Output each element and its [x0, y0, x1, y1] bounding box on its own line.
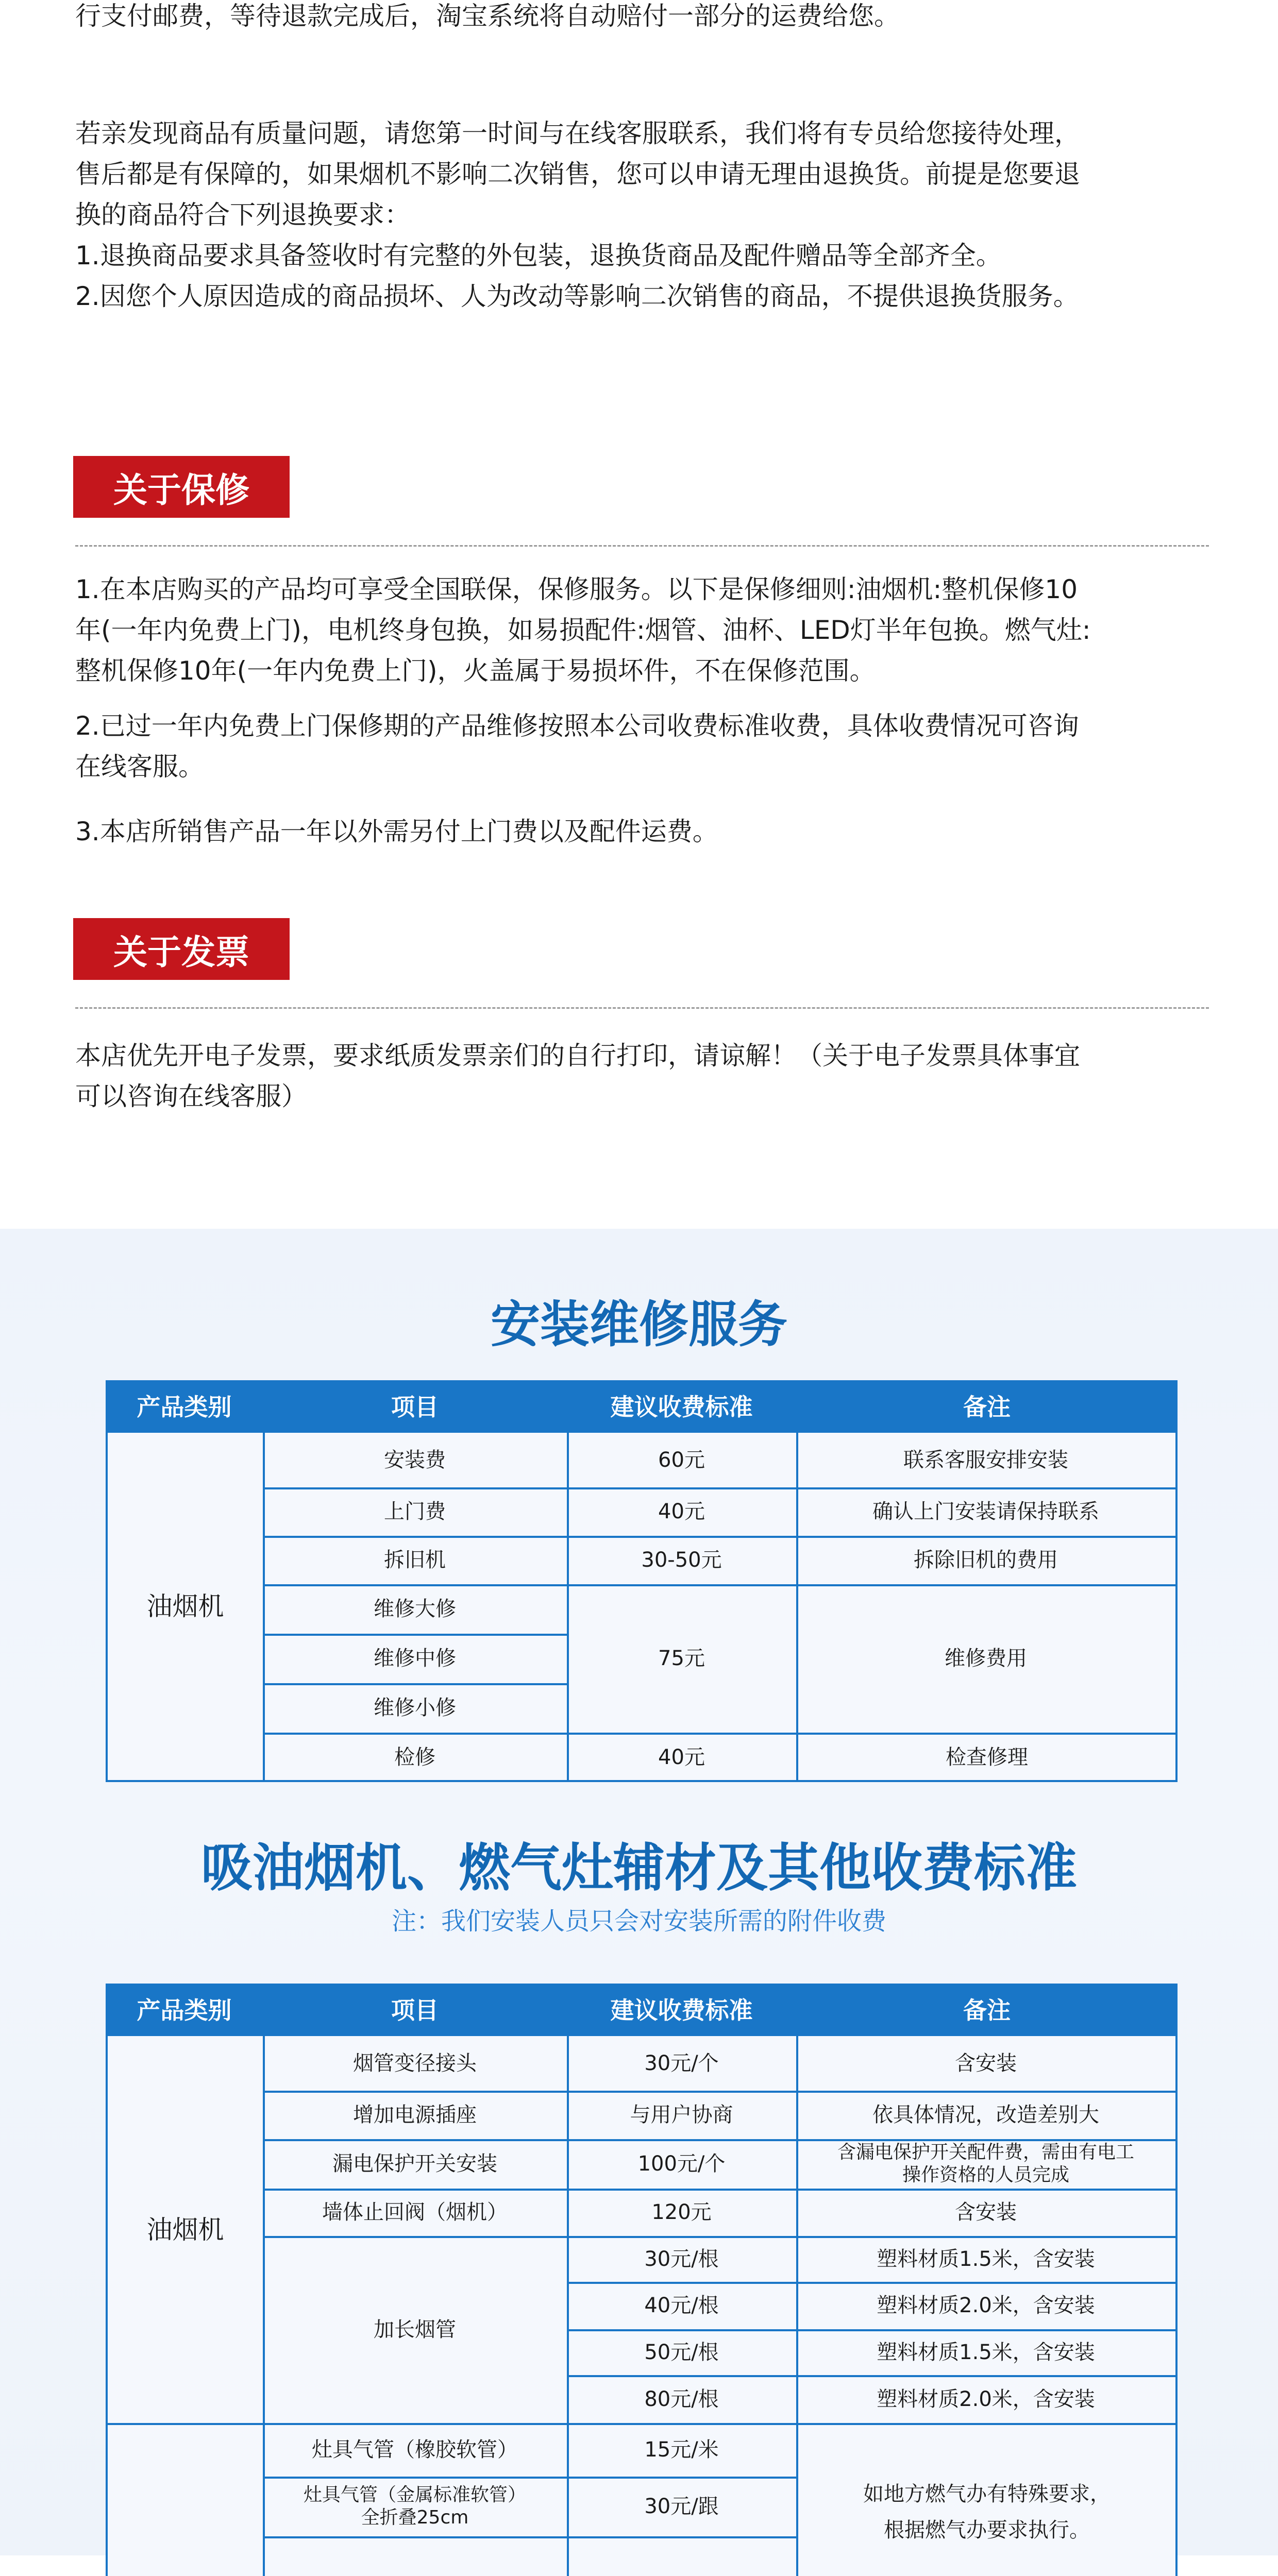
item-cell: 加长烟管: [263, 2236, 569, 2425]
accessories-note: 注：我们安装人员只会对安装所需的附件收费: [391, 1907, 886, 1936]
install-service-table: [106, 1380, 1178, 1782]
note-line: 含漏电保护开关配件费，需由有电工: [837, 2142, 1134, 2163]
warranty-line: 1.在本店购买的产品均可享受全国联保，保修服务。以下是保修细则:油烟机:整机保修10: [75, 574, 1078, 604]
note-cell: [796, 2423, 1178, 2576]
price-cell: 与用户协商: [567, 2091, 798, 2141]
header-price: 建议收费标准: [610, 1996, 753, 2024]
category-cell-stove: [108, 2423, 265, 2576]
intro-line: 换的商品符合下列退换要求：: [75, 200, 410, 230]
price-cell: 50元/根: [567, 2329, 798, 2377]
invoice-title: 关于发票: [73, 918, 290, 980]
return-rule: 1.退换商品要求具备签收时有完整的外包装，退换货商品及配件赠品等全部齐全。: [75, 241, 1002, 270]
price-cell: 40元/根: [567, 2282, 798, 2331]
price-cell: 120元: [567, 2189, 798, 2238]
item-cell: [263, 2536, 569, 2576]
intro-line: 若亲发现商品有质量问题，请您第一时间与在线客服联系，我们将有专员给您接待处理，: [75, 118, 1080, 148]
note-cell: 塑料材质1.5米，含安装: [796, 2236, 1178, 2284]
item-cell: 维修中修: [263, 1634, 569, 1685]
item-cell: 烟管变径接头: [263, 2036, 569, 2093]
note-cell: 塑料材质1.5米，含安装: [796, 2329, 1178, 2377]
accessories-table: [106, 1984, 1178, 2561]
item-cell: 增加电源插座: [263, 2091, 569, 2141]
warranty-line: 2.已过一年内免费上门保修期的产品维修按照本公司收费标准收费，具体收费情况可咨询: [75, 711, 1079, 741]
note-cell: 拆除旧机的费用: [796, 1536, 1178, 1586]
divider: [75, 545, 1209, 547]
invoice-line: 本店优先开电子发票，要求纸质发票亲们的自行打印，请谅解！（关于电子发票具体事宜: [75, 1041, 1080, 1071]
price-cell: 30元/跟: [567, 2477, 798, 2538]
price-cell: 80元/根: [567, 2375, 798, 2425]
header-category: 产品类别: [137, 1393, 232, 1421]
note-cell: 塑料材质2.0米，含安装: [796, 2375, 1178, 2425]
price-cell: 30-50元: [567, 1536, 798, 1586]
note-cell: 维修费用: [796, 1584, 1178, 1735]
warranty-line: 整机保修10年(一年内免费上门)，火盖属于易损坏件，不在保修范围。: [75, 656, 876, 686]
item-cell: 检修: [263, 1733, 569, 1782]
note-line: 操作资格的人员完成: [902, 2164, 1069, 2185]
price-cell: 75元: [567, 1584, 798, 1735]
note-line: 根据燃气办要求执行。: [884, 2518, 1090, 2542]
install-service-title: 安装维修服务: [491, 1296, 787, 1353]
table-body: [106, 1431, 1178, 1782]
table-header: [106, 1984, 1178, 2034]
header-note: 备注: [963, 1393, 1011, 1421]
item-cell: 维修大修: [263, 1584, 569, 1636]
price-cell: 15元/米: [567, 2423, 798, 2479]
table-header: [106, 1380, 1178, 1431]
header-item: 项目: [391, 1393, 439, 1421]
note-cell: 检查修理: [946, 1745, 1028, 1769]
header-item: 项目: [391, 1996, 439, 2024]
item-line: 全折叠25cm: [361, 2507, 469, 2528]
category-cell: 油烟机: [108, 1433, 265, 1782]
price-cell: 40元: [567, 1487, 798, 1538]
note-cell: 联系客服安排安装: [796, 1433, 1178, 1489]
price-cell: 30元/个: [567, 2036, 798, 2093]
category-cell: 油烟机: [108, 2036, 265, 2425]
item-cell: 漏电保护开关安装: [263, 2139, 569, 2191]
divider: [75, 1007, 1209, 1009]
warranty-line: 在线客服。: [75, 752, 204, 782]
after-sales-text-section: [0, 0, 1278, 1226]
item-cell: [263, 2477, 569, 2538]
note-cell: 含安装: [796, 2189, 1178, 2238]
header-price: 建议收费标准: [610, 1393, 753, 1421]
price-cell: 100元/个: [567, 2139, 798, 2191]
item-cell: 上门费: [263, 1487, 569, 1538]
item-cell: 安装费: [263, 1433, 569, 1489]
price-cell: 60元: [567, 1433, 798, 1489]
note-cell: 确认上门安装请保持联系: [796, 1487, 1178, 1538]
price-cell: 40元: [567, 1733, 798, 1782]
header-category: 产品类别: [137, 1996, 232, 2024]
note-line: 如地方燃气办有特殊要求，: [863, 2482, 1111, 2506]
price-cell: [567, 2536, 798, 2576]
note-cell: 含安装: [796, 2036, 1178, 2093]
price-cell: 30元/根: [567, 2236, 798, 2284]
item-cell: 拆旧机: [263, 1536, 569, 1586]
warranty-line: 年(一年内免费上门)，电机终身包换，如易损配件:烟管、油杯、LED灯半年包换。燃气灶:: [75, 615, 1091, 645]
header-note: 备注: [963, 1996, 1011, 2024]
warranty-title: 关于保修: [73, 456, 290, 518]
item-cell: 维修小修: [263, 1683, 569, 1735]
note-cell: 依具体情况，改造差别大: [796, 2091, 1178, 2141]
accessories-title: 吸油烟机、燃气灶辅材及其他收费标准: [201, 1838, 1077, 1898]
return-rule: 2.因您个人原因造成的商品损坏、人为改动等影响二次销售的商品，不提供退换货服务。: [75, 281, 1079, 311]
intro-line: 售后都是有保障的，如果烟机不影响二次销售，您可以申请无理由退换货。前提是您要退: [75, 159, 1080, 189]
intro-line: 行支付邮费，等待退款完成后，淘宝系统将自动赔付一部分的运费给您。: [75, 1, 900, 31]
item-cell: 墙体止回阀（烟机）: [263, 2189, 569, 2238]
invoice-line: 可以咨询在线客服）: [75, 1081, 307, 1111]
note-cell: [796, 2139, 1178, 2191]
item-cell: 灶具气管（橡胶软管）: [263, 2423, 569, 2479]
table-body: [106, 2034, 1178, 2576]
warranty-line: 3.本店所销售产品一年以外需另付上门费以及配件运费。: [75, 817, 718, 846]
item-line: 灶具气管（金属标准软管）: [303, 2484, 526, 2505]
note-cell: 塑料材质2.0米，含安装: [796, 2282, 1178, 2331]
fee-standards-section: [0, 1229, 1278, 2555]
